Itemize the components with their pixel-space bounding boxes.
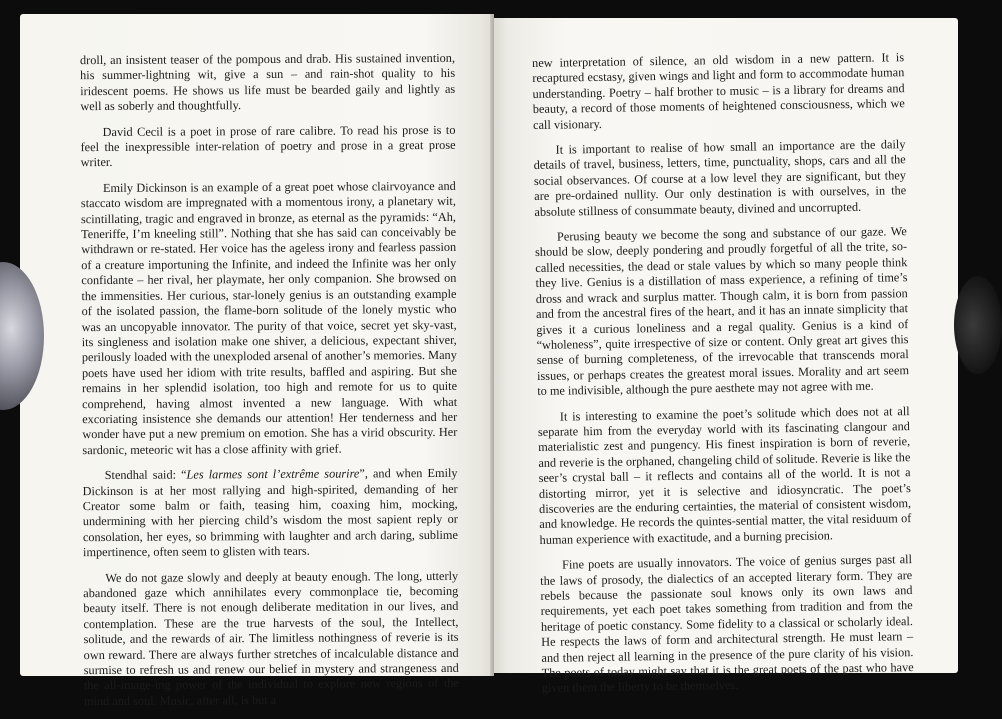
paragraph: We do not gaze slowly and deeply at beauty enough. The long, utterly abandoned gaze which annihilates every commonplace tie, becoming beauty itself. There is not enough deliberate meditation in our lives, and contemplation. These are the true harvests of the soul, the Intellect, solitude, and the rewards of air. The limitless nothingness of reverie is its own reward. There are always further stretches of incalculable distance and surmise to refresh us and renew our belief in mystery and strangeness and the all-image-ing power of the individual to explore new regions of the mind and soul. Music, after all, is but a [83,568,459,708]
paragraph: droll, an insistent teaser of the pompous and drab. His sustained invention, his summer-lightning wit, give a sun – and rain-shot quality to his iridescent poems. He shows us life must be bearded gaily and lightly as well as soberly and thoughtfully. [79,50,456,114]
paragraph: It is interesting to examine the poet’s solitude which does not at all separate him from the everyday world with its fascinating clangour and materialistic zest and pungency. His finest inspiration is born of reverie, and reverie is the orphaned, changeling child of solitude. Reverie is like the seer’s crystal ball – it reflects and contains all of the world. It is not a distorting mirror, yet it is selective and idiosyncratic. The poet’s discoveries are the enduring certainties, the material of consistent wisdom, and knowledge. He records the quintes-sential matter, the vital residuum of human experience with exactitude, and a burning precision. [537,403,912,547]
paragraph: Perusing beauty we become the song and substance of our gaze. We should be slow, deeply pondering and proudly forgetful of all the trite, so-called necessities, the dead or stale values by which so many people think they live. Genius is a distillation of mass experience, a refining of time’s dross and wrack and surplus matter. Though calm, it is born from passion and from the ancestral fires of the heart, and it has an innate simplicity that gives it a curious loneliness and a regal quality. Genius is a kind of “wholeness”, quite irrespective of size or content. Only great art gives this sense of burning completeness, of the irrevocable that transcends moral issues, or perhaps creates the greatest moral issues. Morality and art seem to me indivisible, although the pure aesthete may not agree with me. [534,224,910,399]
left-page-text [80,51,459,719]
left-page [20,14,494,708]
paragraph: Emily Dickinson is an example of a great poet whose clairvoyance and staccato wisdom are impregnated with a momentous irony, a planetary wit, scintillating, tragic and engraved in bronze, as eternal as the pyramids: “Ah, Teneriffe, I’m kneeling still”. Nothing that she has said can conceivably be withdrawn or re-stated. Her voice has the ageless irony and fearless passion of a creature importuning the Infinite, and indeed the Infinite was her only confidante – her rival, her playmate, her only companion. She browsed on the immensities. Her curious, star-lonely genius is an outstanding example of the isolated passion, the flame-born solitude of the lonely mystic who was an uncopyable innovator. The purity of that voice, secret yet sky-vast, its singleness and isolation make one shiver, a delicious, expectant shiver, perilously loaded with the unexploded arsenal of another’s memories. Many poets have used her idiom with trite results, baffled and aspiring. But she remains in her splendid isolation, too high and remote for us to quite comprehend, having almost invented a new language. With what excoriating insistence she demands our attention! Her tenderness and her wonder have put a new premium on emotion. She has a virid obscurity. Her sardonic, meteoric wit has a close affinity with grief. [80,178,458,457]
stendhal-before: Stendhal said: “ [104,467,187,483]
right-page [494,18,958,696]
stendhal-after: ”, and when Emily Dickinson is at her most rallying and high-spirited, demanding of her Creator some balm or faith, teasing him, coaxing him, mocking, undermining with her piercing child’s wisdom the most sapient reply or consolation, her eyes, so brimming with laughter and arch daring, sublime impertinence, often seem to glisten with tears. [82,466,458,560]
paragraph: David Cecil is a poet in prose of rare calibre. To read his prose is to feel the inexpressible inter-relation of poetry and prose in a great prose writer. [80,122,456,170]
paragraph: It is important to realise of how small an importance are the daily details of travel, business, letters, time, punctuality, shops, cars and all the social observances. Of course at a low level they are significant, but they are pre-ordained nullity. Our only destination is with ourselves, in the absolute stillness of consummate beauty, divined and uncorrupted. [533,137,907,219]
right-page-text [532,50,914,707]
paragraph: new interpretation of silence, an old wisdom in a new pattern. It is recaptured ecstasy, given wings and light and form to accommodate human understanding. Poetry – half brother to music – is a library for dreams and beauty, a record of those moments of heightened consciousness, which we call visionary. [532,50,905,132]
stendhal-quote: Les larmes sont l’extrême sourire [186,466,360,482]
paragraph-stendhal [83,466,459,561]
paragraph: Fine poets are usually innovators. The voice of genius surges past all the laws of prosody, the dialectics of an accepted literary form. They are rebels because the passionate soul knows only its own laws and requirements, yet each poet takes something from tradition and from the heritage of poetic constancy. Some fidelity to a classical or scholarly ideal. He respects the laws of form and architectural strength. He must learn – and then reject all learning in the presence of the pure clarity of his vision. The poets of today might say that it is the great poets of the past who have given them the liberty to be themselves. [540,552,914,696]
dark-weight [954,276,1002,374]
